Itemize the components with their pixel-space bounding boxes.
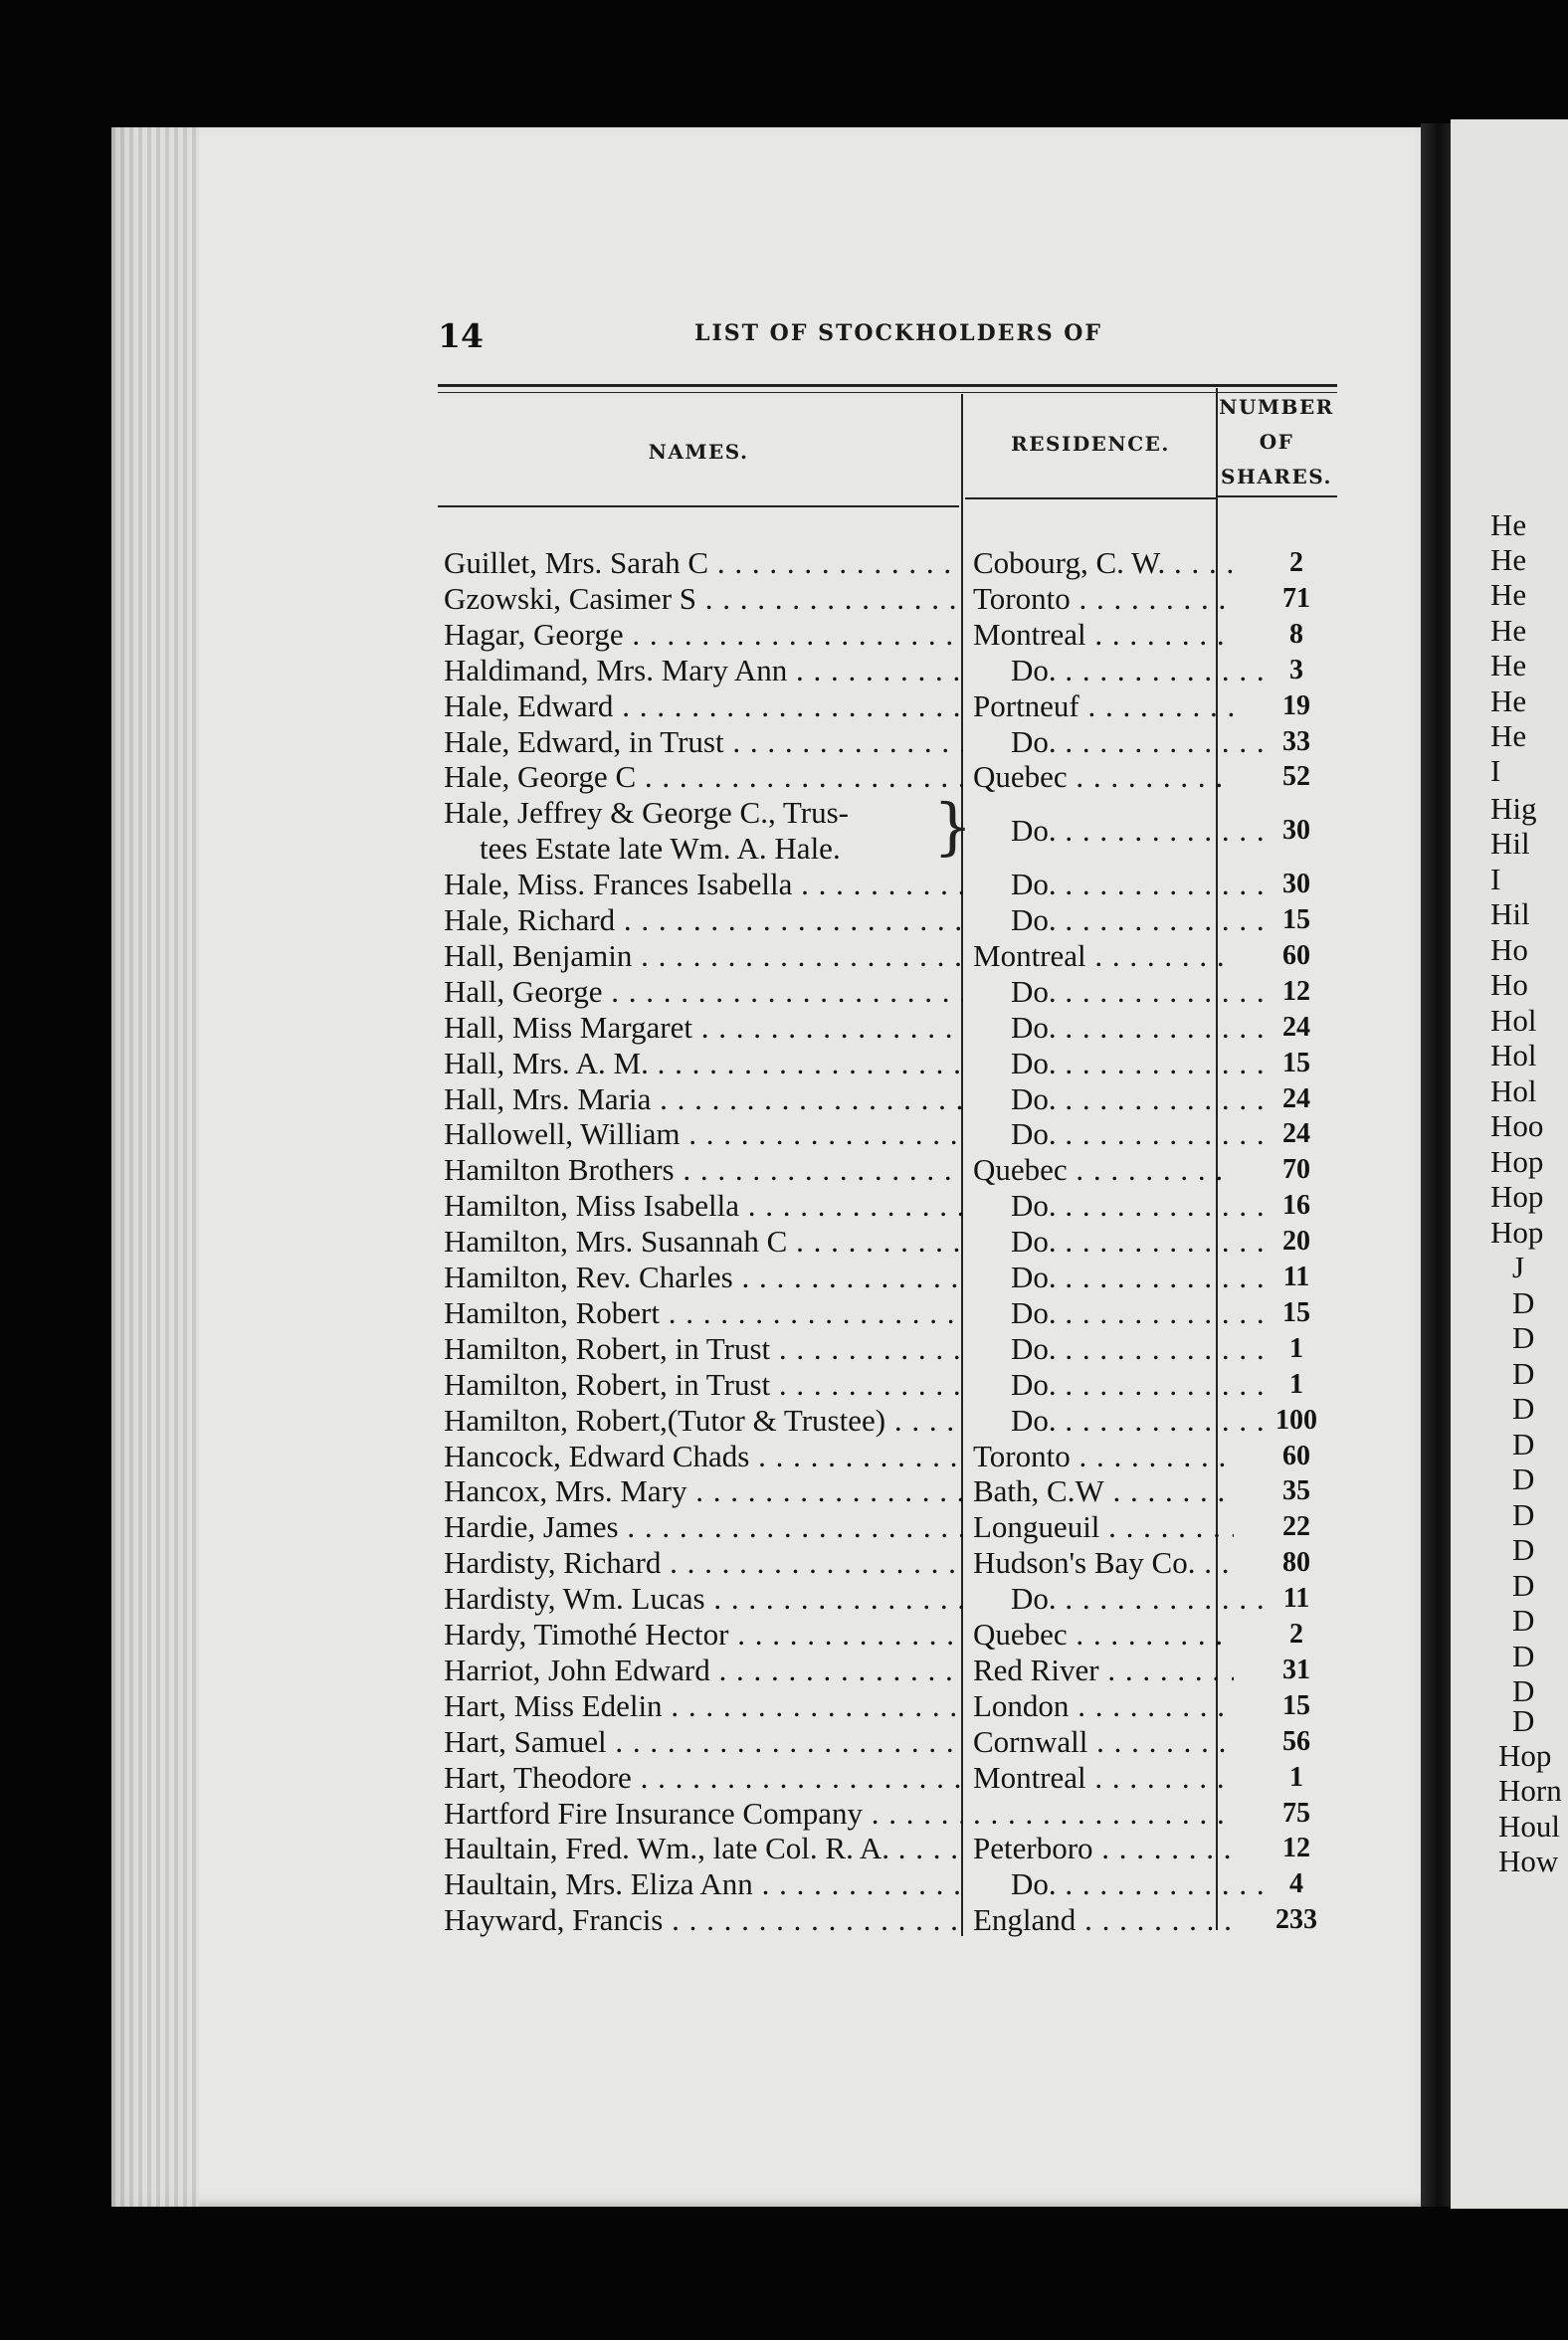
table-row (0, 1796, 1568, 1832)
table-row (0, 1509, 1568, 1545)
table-row (0, 1831, 1568, 1866)
facing-page-fragment: Horn (1498, 1773, 1562, 1808)
share-count: 1 (1289, 1332, 1303, 1364)
share-count: 11 (1282, 1262, 1310, 1292)
share-count: 2 (1289, 1619, 1303, 1650)
stockholder-name: Hale, Edward, in Trust . . . (444, 724, 963, 760)
table-row (0, 1081, 1568, 1117)
residence: Do. . . . (973, 1224, 1272, 1260)
shares-header-rule (1216, 495, 1337, 497)
facing-page-fragment: He (1490, 542, 1527, 577)
share-count: 31 (1282, 1654, 1310, 1685)
table-row (0, 1545, 1568, 1581)
table-row (0, 1688, 1568, 1724)
table-row (0, 1581, 1568, 1617)
share-count: 233 (1275, 1904, 1317, 1936)
facing-page-fragment: Hol (1490, 1038, 1537, 1072)
facing-page-fragment: Houl (1498, 1809, 1560, 1844)
share-count: 8 (1289, 618, 1303, 650)
facing-page-fragment: He (1490, 683, 1527, 718)
facing-page-fragment: Hop (1490, 1144, 1544, 1179)
stockholder-name: Hardy, Timothé Hector . . . (444, 1617, 963, 1653)
stockholder-name: Hamilton, Robert . . . (444, 1295, 963, 1331)
share-count: 15 (1282, 904, 1310, 935)
share-count: 75 (1282, 1797, 1310, 1829)
table-row (0, 1367, 1568, 1403)
facing-page-fragment: D (1512, 1285, 1535, 1320)
facing-page-fragment: D (1512, 1532, 1535, 1567)
residence: England . . . (973, 1902, 1234, 1938)
facing-page-fragment: Hoo (1490, 1108, 1544, 1143)
facing-page-fragment: Hop (1498, 1738, 1552, 1773)
names-column-header: NAMES. (648, 440, 749, 464)
residence: Do. . . . (973, 1866, 1272, 1902)
table-row (0, 1760, 1568, 1796)
stockholder-name: Hale, Miss. Frances Isabella . . . (444, 867, 963, 902)
table-row (0, 1617, 1568, 1653)
facing-page-fragment: D (1512, 1673, 1535, 1708)
stockholder-name: Hamilton, Robert, in Trust . . . (444, 1367, 963, 1403)
table-row (0, 831, 1568, 867)
stockholder-name: Hale, Richard . . . (444, 902, 963, 938)
table-row (0, 1902, 1568, 1938)
facing-page-fragment: I (1490, 862, 1501, 896)
stockholder-name: Hancox, Mrs. Mary . . . (444, 1473, 963, 1509)
stockholder-name: Hale, George C . . . (444, 759, 963, 795)
residence: Toronto . . . (973, 581, 1234, 617)
table-row (0, 617, 1568, 653)
table-row (0, 653, 1568, 688)
stockholder-name: Hancock, Edward Chads . . . (444, 1439, 963, 1474)
stockholder-name: Hamilton, Miss Isabella . . . (444, 1188, 963, 1224)
share-count: 56 (1282, 1725, 1310, 1757)
share-count: 1 (1289, 1761, 1303, 1793)
table-row (0, 759, 1568, 795)
facing-page-fragment: Ho (1490, 932, 1528, 967)
facing-page-fragment: Hol (1490, 1073, 1537, 1108)
residence: Do. . . . (973, 1046, 1272, 1081)
share-count: 20 (1282, 1226, 1310, 1258)
stockholder-name: Harriot, John Edward . . . (444, 1653, 963, 1688)
stockholder-name: Haultain, Fred. Wm., late Col. R. A. . . . (444, 1831, 963, 1866)
top-rule-thin (438, 392, 1337, 393)
facing-page-fragment: D (1512, 1462, 1535, 1496)
stockholder-name: Hamilton Brothers . . . (444, 1152, 963, 1188)
table-row (0, 1188, 1568, 1224)
stockholder-name: Hamilton, Rev. Charles . . . (444, 1260, 963, 1295)
table-row (0, 1295, 1568, 1331)
residence: Do. . . . (973, 1403, 1272, 1439)
residence: Do. . . . (973, 1581, 1272, 1617)
table-row (0, 1653, 1568, 1688)
stockholder-name: Hardie, James . . . (444, 1509, 963, 1545)
stockholder-name: Gzowski, Casimer S . . . (444, 581, 963, 617)
share-count: 30 (1282, 815, 1310, 847)
facing-page-fragment: D (1512, 1603, 1535, 1638)
residence: Quebec . . . (973, 1152, 1234, 1188)
top-rule-thick (438, 384, 1337, 387)
stockholder-name: Hale, Edward . . . (444, 688, 963, 724)
table-row (0, 724, 1568, 760)
residence: London . . . (973, 1688, 1234, 1724)
share-count: 24 (1282, 1118, 1310, 1150)
stockholder-name: Hart, Theodore . . . (444, 1760, 963, 1796)
residence: Longueuil . . . (973, 1509, 1234, 1545)
brace-mark: } (933, 790, 973, 863)
table-row (0, 902, 1568, 938)
share-count: 15 (1282, 1689, 1310, 1721)
facing-page-fragment: He (1490, 577, 1527, 612)
stockholder-name: Hartford Fire Insurance Company . . . (444, 1796, 963, 1832)
table-row (0, 1473, 1568, 1509)
share-count: 24 (1282, 1082, 1310, 1114)
stockholder-name: Hallowell, William . . . (444, 1116, 963, 1152)
residence: Do. . . . (973, 1116, 1272, 1152)
stockholder-name: Haultain, Mrs. Eliza Ann . . . (444, 1866, 963, 1902)
residence: Do. . . . (973, 974, 1272, 1010)
residence: Do. . . . (973, 1010, 1272, 1046)
stockholder-name: Hall, George . . . (444, 974, 963, 1010)
share-count: 1 (1289, 1368, 1303, 1400)
share-count: 11 (1282, 1583, 1310, 1615)
share-count: 24 (1282, 1011, 1310, 1043)
names-header-rule (438, 505, 959, 507)
table-row (0, 974, 1568, 1010)
share-count: 15 (1282, 1047, 1310, 1078)
page-title: LIST OF STOCKHOLDERS OF (694, 320, 1103, 346)
share-count: 30 (1282, 869, 1310, 900)
table-row (0, 545, 1568, 581)
stockholder-name: Haldimand, Mrs. Mary Ann . . . (444, 653, 963, 688)
facing-page-fragment: Ho (1490, 967, 1528, 1002)
facing-page-fragment: He (1490, 718, 1527, 753)
residence (973, 1796, 1234, 1832)
stockholder-name: Hamilton, Robert,(Tutor & Trustee) . . . (444, 1403, 963, 1439)
stockholder-name: Hayward, Francis . . . (444, 1902, 963, 1938)
facing-page-fragment: D (1512, 1391, 1535, 1426)
stockholder-name: Hart, Samuel . . . (444, 1724, 963, 1760)
stockholder-name: Hart, Miss Edelin . . . (444, 1688, 963, 1724)
residence: Red River . . . (973, 1653, 1234, 1688)
table-row (0, 1331, 1568, 1367)
residence: Montreal . . . (973, 938, 1234, 974)
residence: Do. . . . (973, 724, 1272, 760)
facing-page-fragment: How (1498, 1844, 1559, 1878)
facing-page-fragment: D (1512, 1568, 1535, 1603)
share-count: 70 (1282, 1154, 1310, 1186)
table-row (0, 1224, 1568, 1260)
residence: Cobourg, C. W. . . . (973, 545, 1234, 581)
facing-page-fragment: He (1490, 613, 1527, 648)
table-row (0, 1724, 1568, 1760)
residence: Do. . . . (973, 1331, 1272, 1367)
stockholder-name: tees Estate late Wm. A. Hale. (480, 831, 841, 867)
table-row (0, 938, 1568, 974)
facing-page-fragment: Hop (1490, 1215, 1544, 1250)
facing-page-fragment: D (1512, 1703, 1535, 1738)
share-count: 71 (1282, 582, 1310, 614)
share-count: 60 (1282, 1440, 1310, 1471)
facing-page-fragment: He (1490, 648, 1527, 682)
facing-page-fragment: D (1512, 1356, 1535, 1391)
facing-page-fragment: Hig (1490, 791, 1537, 826)
share-count: 60 (1282, 939, 1310, 971)
stockholder-name: Hardisty, Richard . . . (444, 1545, 963, 1581)
residence: Do. . . . (973, 1081, 1272, 1117)
residence: Do. . . . (973, 1367, 1272, 1403)
stockholder-name: Guillet, Mrs. Sarah C . . . (444, 545, 963, 581)
facing-page-fragment: D (1512, 1427, 1535, 1462)
residence: Montreal . . . (973, 617, 1234, 653)
stockholder-name: Hamilton, Mrs. Susannah C . . . (444, 1224, 963, 1260)
residence: Portneuf . . . (973, 688, 1234, 724)
page-number: 14 (438, 316, 484, 355)
stockholder-name: Hall, Mrs. A. M. . . . (444, 1046, 963, 1081)
table-row (0, 867, 1568, 902)
residence: Bath, C.W . . . (973, 1473, 1234, 1509)
share-count: 80 (1282, 1547, 1310, 1579)
facing-page-fragment: He (1490, 507, 1527, 542)
residence: Toronto . . . (973, 1439, 1234, 1474)
facing-page-fragment: Hil (1490, 896, 1530, 931)
residence: Do. . . . (973, 813, 1272, 849)
shares-column-header (1216, 390, 1337, 494)
share-count: 16 (1282, 1190, 1310, 1222)
residence-header-rule (965, 497, 1216, 499)
shares-header-line: OF (1259, 430, 1294, 454)
residence: Quebec . . . (973, 1617, 1234, 1653)
table-row (0, 1152, 1568, 1188)
stockholder-name: Hale, Jeffrey & George C., Trus- (444, 795, 849, 831)
residence: Do. . . . (973, 902, 1272, 938)
table-row (0, 581, 1568, 617)
share-count: 3 (1289, 654, 1303, 685)
facing-page-fragment: I (1490, 753, 1501, 788)
table-row (0, 688, 1568, 724)
share-count: 15 (1282, 1296, 1310, 1328)
running-head (0, 316, 1568, 360)
stockholder-name: Hardisty, Wm. Lucas . . . (444, 1581, 963, 1617)
table-row (0, 1116, 1568, 1152)
facing-page-fragment: Hil (1490, 826, 1530, 861)
stockholder-name: Hamilton, Robert, in Trust . . . (444, 1331, 963, 1367)
table-row (0, 1046, 1568, 1081)
residence-column-header: RESIDENCE. (1011, 432, 1170, 456)
share-count: 33 (1282, 725, 1310, 757)
residence: Do. . . . (973, 653, 1272, 688)
share-count: 4 (1289, 1868, 1303, 1900)
share-count: 22 (1282, 1511, 1310, 1543)
share-count: 12 (1282, 1833, 1310, 1864)
table-row (0, 1866, 1568, 1902)
facing-page-fragment: Hop (1490, 1179, 1544, 1214)
table-row (0, 1260, 1568, 1295)
table-row (0, 1439, 1568, 1474)
stockholder-name: Hall, Miss Margaret . . . (444, 1010, 963, 1046)
share-count: 52 (1282, 761, 1310, 793)
residence: Do. . . . (973, 1188, 1272, 1224)
residence: Cornwall . . . (973, 1724, 1234, 1760)
share-count: 35 (1282, 1475, 1310, 1507)
stockholder-name: Hall, Mrs. Maria . . . (444, 1081, 963, 1117)
residence: Montreal . . . (973, 1760, 1234, 1796)
stockholder-name: Hall, Benjamin . . . (444, 938, 963, 974)
facing-page-fragment: D (1512, 1639, 1535, 1673)
share-count: 100 (1275, 1404, 1317, 1436)
facing-page-fragment: J (1512, 1250, 1525, 1284)
facing-page-fragment: D (1512, 1320, 1535, 1355)
facing-page-fragment: Hol (1490, 1003, 1537, 1038)
shares-header-line: SHARES. (1221, 465, 1332, 488)
residence: Hudson's Bay Co. . . . (973, 1545, 1234, 1581)
table-row (0, 1403, 1568, 1439)
residence: Do. . . . (973, 867, 1272, 902)
residence: Quebec . . . (973, 759, 1234, 795)
table-row (0, 1010, 1568, 1046)
share-count: 12 (1282, 975, 1310, 1007)
share-count: 2 (1289, 547, 1303, 578)
shares-header-line: NUMBER (1219, 395, 1334, 419)
residence: Peterboro . . . (973, 1831, 1234, 1866)
residence: Do. . . . (973, 1295, 1272, 1331)
residence: Do. . . . (973, 1260, 1272, 1295)
facing-page-fragment: D (1512, 1497, 1535, 1532)
share-count: 19 (1282, 689, 1310, 721)
stockholder-name: Hagar, George . . . (444, 617, 963, 653)
